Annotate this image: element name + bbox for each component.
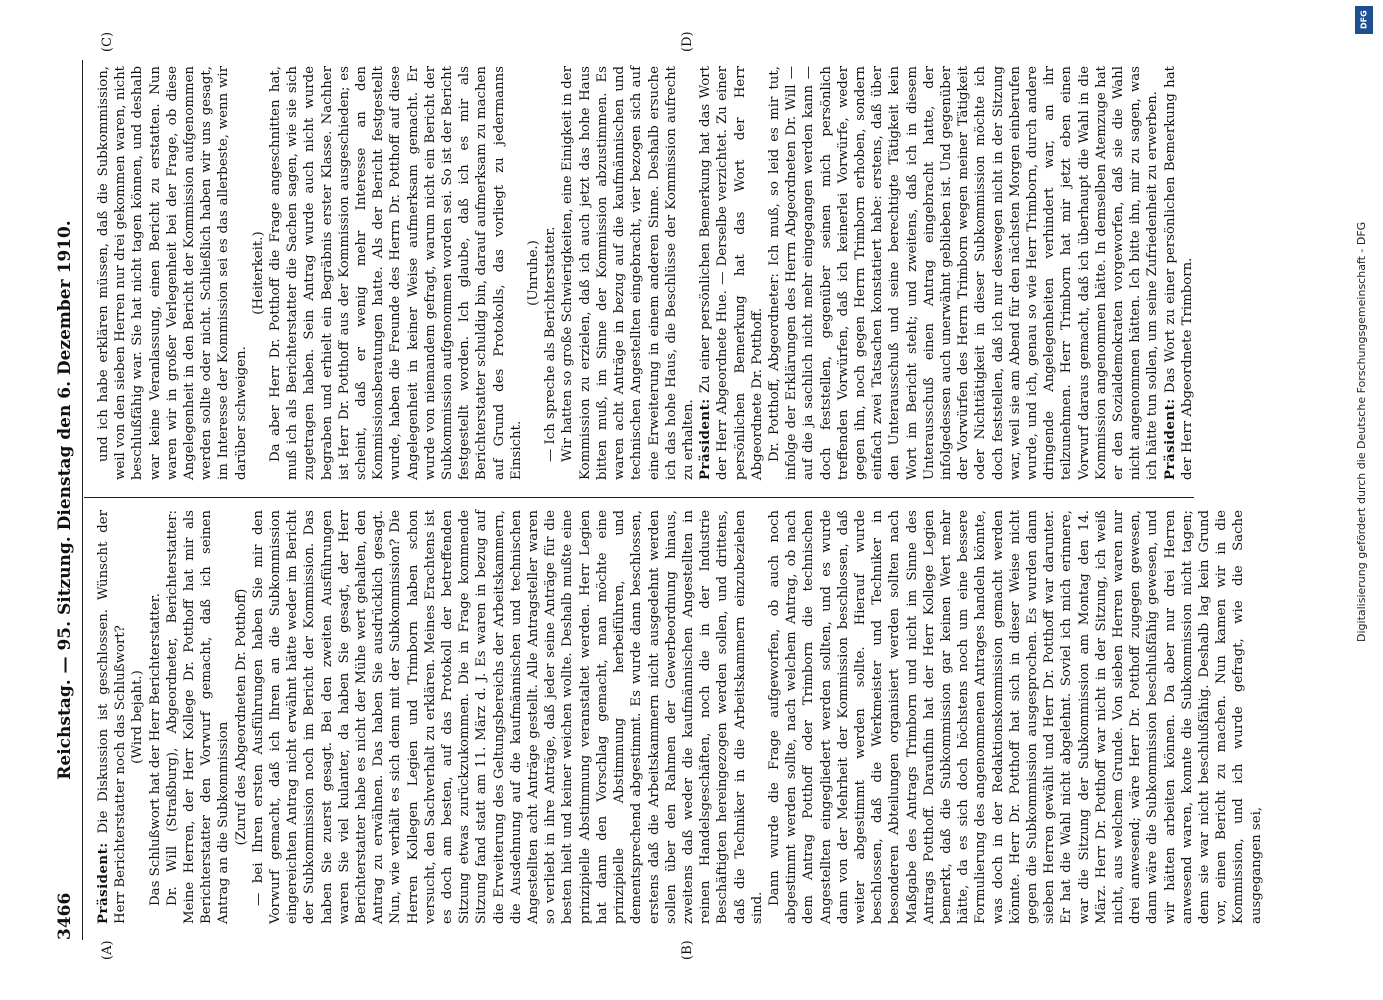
speaker-label: Präsident: — [698, 398, 714, 480]
session-title: Reichstag. — 95. Sitzung. Dienstag den 6. Dezember 1910. — [55, 220, 75, 780]
paragraph-text: Da aber Herr Dr. Potthoff die Frage angeschnitten hat, muß ich als Berichterstatter die Sachen sagen, wie sie sich zugetragen haben. Sein Antrag wurde auch nicht wurde begraben und erhielt ein Begräbnis erster Klasse. Nachher ist Herr Dr. Potthoff aus der Kommission ausgeschieden; es scheint, daß er wenig mehr Interesse an den Kommissionsberatungen hatte. Als der Bericht festgestellt wurde, haben die Freunde des Herrn Dr. Potthoff auf diese Angelegenheit in keiner Weise aufmerksam gemacht. Er wurde von niemandem gefragt, warum nicht ein Bericht der Subkommission aufgenommen worden sei. So ist der Bericht festgestellt worden. Ich glaube, daß ich es mir als Berichterstatter schuldig bin, darauf aufmerksam zu machen auf Grund des Protokolls, das vorliegt zu jedermanns Einsicht. — [268, 66, 524, 480]
paragraph — [542, 66, 559, 480]
margin-mark-a: (A) — [100, 940, 115, 960]
paragraph — [95, 66, 250, 480]
digitization-note: Digitalisierung gefördert durch die Deutsche Forschungsgemeinschaft - DFG — [1355, 221, 1368, 642]
paragraph-text: und ich habe erklären müssen, daß die Subkommission, weil von den sieben Herren nur drei gekommen waren, nicht beschlußfähig war. Sie hat nicht tagen können, und deshalb war keine Veranlassung, einen Bericht zu erstatten. Nun waren wir in großer Verlegenheit bei der Frage, ob diese Angelegenheit in den Bericht der Kommission aufgenommen werden sollte oder nicht. Schließlich haben wir uns gesagt, im Interesse der Kommission sei es das allerbeste, wenn wir darüber schweigen. — [96, 66, 249, 480]
column-divider — [84, 497, 1194, 498]
left-column — [95, 510, 1265, 924]
paragraph-text: Die Diskussion ist geschlossen. Wünscht der Herr Berichterstatter noch das Schlußwort? — [96, 510, 129, 924]
paragraph-text: — bei Ihren ersten Ausführungen haben Sie mir den Vorwurf gemacht, daß ich Ihren an die Subkommission eingereichten Antrag nicht erwähnt hätte weder im Bericht der Subkommission noch im Bericht der Kommission. Das haben Sie zuerst gesagt. Bei den zweiten Ausführungen waren Sie viel kulanter, da haben Sie gesagt, der Herr Berichterstatter habe es nicht der Mühe wert gehalten, den Antrag zu erwähnen. Das haben Sie ausdrücklich gesagt. Nun, wie verhält es sich denn mit der Subkommission? Die Herren Kollegen Legien und Trimborn haben schon versucht, den Sachverhalt zu erklären. Meines Erachtens ist es doch am besten, auf das Protokoll der betreffenden Sitzung etwas zurückzukommen. Die in Frage kommende Sitzung fand statt am 11. März d. J. Es waren in bezug auf die Erweiterung des Geltungsbereichs der Arbeitskammern, die Ausdehnung auf die kaufmännischen und technischen Angestellten acht Anträge gestellt. Alle Antragsteller waren so verliebt in ihre Anträge, daß jeder seine Anträge für die besten hielt und keiner weichen wollte. Deshalb mußte eine prinzipielle Abstimmung veranstaltet werden. Herr Legien hat dann den Vorschlag gemacht, man möchte eine prinzipielle Abstimmung herbeiführen, und dementsprechend abgestimmt. Es wurde dann beschlossen, erstens daß die Arbeitskammern nicht ausgedehnt werden sollen über den Rahmen der Gewerbeordnung hinaus, zweitens daß weder die kaufmännischen Angestellten in reinen Handelsgeschäften, noch die in der Industrie Beschäftigten hereingezogen werden sollen, und drittens, daß die Techniker in die Arbeitskammern einzubeziehen sind. — [250, 510, 765, 924]
paragraph — [697, 66, 766, 480]
paragraph-text: Dr. Potthoff, Abgeordneter: Ich muß, so leid es mir tut, infolge der Erklärungen des Herrn Abgeordneten Dr. Will — auf die ja sachlich nicht mehr eingegangen werden kann — doch feststellen, gegenüber seinen mich persönlich treffenden Vorwürfen, daß ich keinerlei Vorwürfe, weder gegen ihn, noch gegen Herrn Trimborn erhoben, sondern einfach zwei Tatsachen konstatiert habe: erstens, daß über den Unterausschuß und seine berechtigte Tätigkeit kein Wort im Bericht steht; und zweitens, daß ich in diesem Unterausschuß einen Antrag eingebracht hatte, der infolgedessen auch unerwähnt geblieben ist. Und gegenüber der Vorwürfen des Herrn Trimborn wegen meiner Tätigkeit oder Nichttätigkeit in dieser Subkommission möchte ich doch feststellen, daß ich nur deswegen nicht in der Sitzung war, weil sie am Abend für den nächsten Morgen einberufen wurde, und ich, genau so wie Herr Trimborn, durch andere dringende Angelegenheiten verhindert war, an ihr teilzunehmen. Herr Trimborn hat mir jetzt eben einen Vorwurf daraus gemacht, daß ich überhaupt die Wahl in die Kommission angenommen hätte. In demselben Atemzuge hat er den Sozialdemokraten vorgeworfen, daß sie die Wahl nicht angenommen hätten. Ich bitte ihn, mir zu sagen, was ich hätte tun sollen, um seine Zufriedenheit zu erwerben. — [766, 66, 1161, 480]
paragraph — [250, 510, 766, 924]
paragraph-text: Das Schlußwort hat der Herr Berichterstatter. — [147, 593, 163, 906]
paragraph — [766, 66, 1162, 480]
page-number: 3466 — [55, 892, 75, 940]
stage-direction: (Heiterkeit.) — [250, 231, 266, 315]
paragraph-text: Dr. Will (Straßburg), Abgeordneter, Berichterstatter: Meine Herren, der Herr Kollege Dr. Potthoff hat mir als Berichterstatter den Vorwurf gemacht, daß ich seinen Antrag an die Subkommission — [164, 510, 232, 924]
paragraph — [95, 510, 129, 924]
stage-direction: (Unruhe.) — [526, 240, 542, 306]
header-rule — [82, 60, 83, 940]
paragraph — [766, 510, 1265, 924]
paragraph-text: — Ich spreche als Berichterstatter. — [543, 226, 559, 462]
paragraph — [267, 66, 525, 480]
margin-mark-b: (B) — [680, 940, 695, 960]
paragraph — [559, 66, 697, 480]
paragraph — [164, 510, 233, 924]
speaker-label: Präsident: — [1162, 398, 1178, 480]
right-column — [95, 66, 1196, 480]
speaker-label: Präsident: — [96, 842, 111, 924]
paragraph-text: Das Wort zu einer persönlichen Bemerkung hat der Herr Abgeordnete Trimborn. — [1162, 66, 1195, 480]
page-header — [55, 60, 79, 940]
paragraph-text: Dann wurde die Frage aufgeworfen, ob auch noch abgestimmt werden sollte, nach welchem Antrag, ob nach dem Antrag Potthoff oder Trimborn die technischen Angestellten eingegliedert werden sollten, und es wurde dann von der Mehrheit der Kommission beschlossen, daß weiter abgestimmt werden sollte. Hierauf wurde beschlossen, daß die Werkmeister und Techniker in besonderen Abteilungen organisiert werden sollten nach Maßgabe des Antrags Trimborn und nicht im Sinne des Antrags Potthoff. Daraufhin hat der Herr Kollege Legien bemerkt, daß die Subkommission gar keinen Wert mehr hätte, da es sich doch höchstens noch um eine bessere Formulierung des angenommenen Antrages handeln könnte, was doch in der Redaktionskommission gemacht werden könnte. Herr Dr. Potthoff hat sich in dieser Weise nicht gegen die Subkommission ausgesprochen. Es wurden dann sieben Herren gewählt und Herr Dr. Potthoff war darunter. Er hat die Wahl nicht abgelehnt. Soviel ich mich erinnere, war die Sitzung der Subkommission am Montag den 14. März. Herr Dr. Potthoff war nicht in der Sitzung, ich weiß nicht, aus welchem Grunde. Von sieben Herren waren nur drei anwesend; wäre Herr Dr. Potthoff zugegen gewesen, dann wäre die Subkommission beschlußfähig gewesen, und wir hätten arbeiten können. Da aber nur drei Herren anwesend waren, konnte die Subkommission nicht tagen; denn sie war nicht beschlußfähig. Deshalb lag kein Grund vor, einen Bericht zu machen. Nun kamen wir in die Kommission, und ich wurde gefragt, wie die Sache ausgegangen sei, — [766, 510, 1264, 924]
paragraph — [147, 510, 164, 924]
dfg-logo: DFG — [1355, 6, 1373, 34]
stage-direction: (Zuruf des Abgeordneten Dr. Potthoff) — [233, 588, 249, 846]
paragraph — [1162, 66, 1196, 480]
stage-direction: (Wird bejaht.) — [130, 670, 146, 764]
margin-mark-c: (C) — [100, 31, 115, 52]
paragraph-text: Wir hatten so große Schwierigkeiten, eine Einigkeit in der Kommission zu erzielen, daß ich auch jetzt das hohe Haus bitten muß, im Sinne der Kommission abzustimmen. Es waren acht Anträge in bezug auf die kaufmännischen und technischen Angestellten eingebracht, vier bezogen sich auf eine Erweiterung in einem anderen Sinne. Deshalb ersuche ich das hohe Haus, die Beschlüsse der Kommission aufrecht zu erhalten. — [560, 66, 696, 480]
margin-mark-d: (D) — [680, 31, 695, 52]
paragraph-text: Zu einer persönlichen Bemerkung hat das Wort der Herr Abgeordnete Hue. — Derselbe verzichtet. Zu einer persönlichen Bemerkung hat das Wort der Herr Abgeordnete Dr. Potthoff. — [698, 66, 765, 480]
